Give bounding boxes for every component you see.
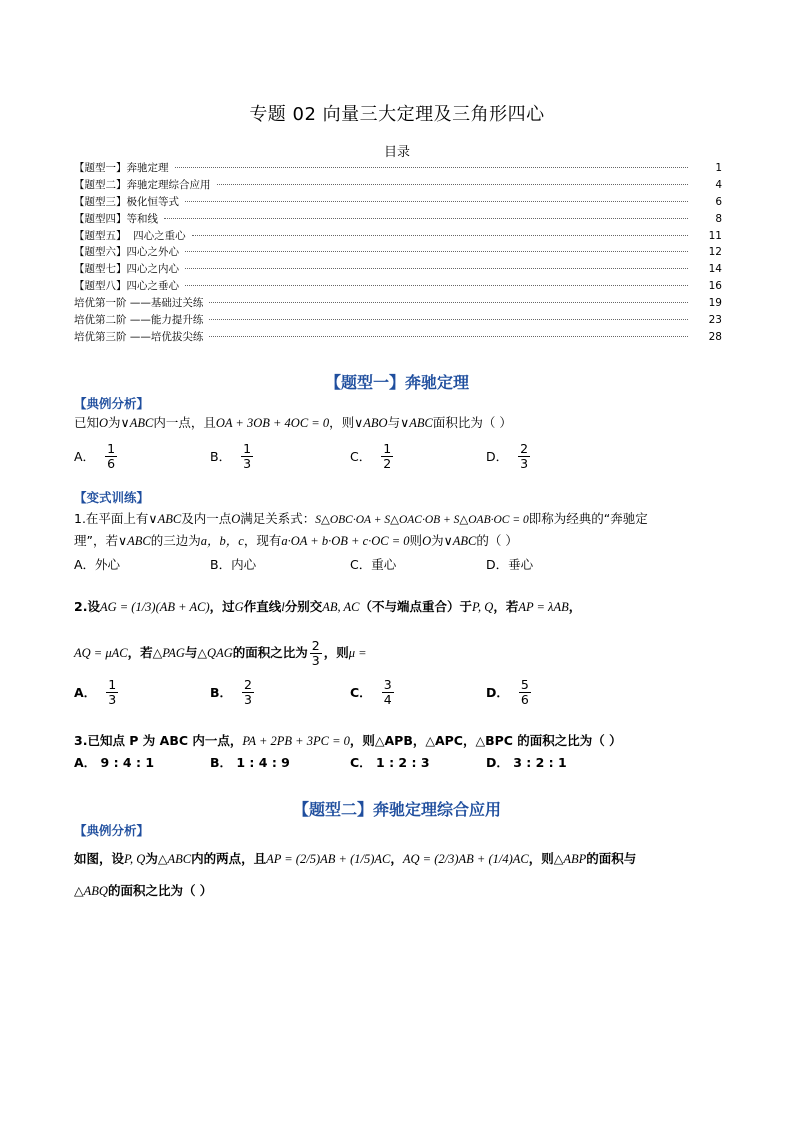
page-title: 专题 02 向量三大定理及三角形四心 <box>249 104 545 125</box>
toc-leader <box>164 218 688 219</box>
choice-d[interactable]: D． $\frac{5}{6}$ <box>486 676 529 707</box>
toc-leader <box>209 302 688 303</box>
toc-label: 培优第一阶 ——基础过关练 <box>74 297 204 310</box>
vector-expression: AQ = (2/3)AB + (1/4)AC <box>402 852 529 866</box>
toc-page-number: 6 <box>715 195 722 208</box>
toc-entry[interactable] <box>74 244 722 261</box>
question-1-line-2: 理”，若∨ABC的三边为a，b，c，现有a·OA + b·OB + c·OC = 0则O为∨ABC的（ ） <box>74 533 518 548</box>
choice-c[interactable]: C． $\frac{1}{2}$ <box>350 440 392 471</box>
toc-label: 【题型六】四心之外心 <box>74 246 179 259</box>
example-tag: 【典例分析】 <box>74 396 150 411</box>
choice-b[interactable]: B． $\frac{2}{3}$ <box>210 676 252 707</box>
vector-expression: AP = (2/5)AB + (1/5)AC <box>266 852 391 866</box>
toc-page-number: 1 <box>715 162 722 174</box>
vector-expression: PA + 2PB + 3PC = 0 <box>242 734 350 748</box>
vector-expression: S△OBC·OA + S△OAC·OB + S△OAB·OC = 0 <box>315 514 529 526</box>
toc-leader <box>185 285 688 286</box>
choice-c[interactable]: C． $\frac{3}{4}$ <box>350 676 392 707</box>
toc-page-number: 4 <box>715 178 722 191</box>
choice-c[interactable]: C． 1 : 2 : 3 <box>350 755 430 770</box>
toc-leader <box>185 201 688 202</box>
choice-a[interactable]: A． $\frac{1}{3}$ <box>74 676 117 707</box>
toc-label: 【题型四】等和线 <box>74 212 158 225</box>
toc-label: 【题型七】四心之内心 <box>74 263 179 276</box>
toc-page-number: 19 <box>708 297 722 310</box>
choice-d[interactable]: D．垂心 <box>486 557 534 572</box>
vector-expression: OA + 3OB + 4OC = 0 <box>215 416 330 430</box>
toc-page-number: 11 <box>708 229 722 242</box>
toc-page-number: 8 <box>715 212 722 225</box>
toc-entry[interactable] <box>74 312 722 329</box>
toc-leader <box>217 184 689 185</box>
question-stem: 已知O为∨ABC内一点，且OA + 3OB + 4OC = 0，则∨ABO与∨ABC面积比为（ ） <box>74 415 512 430</box>
toc-leader <box>209 336 688 337</box>
toc-heading: 目录 <box>383 145 410 160</box>
vector-expression: AQ = μAC <box>74 646 128 660</box>
choice-a[interactable]: A．外心 <box>74 557 121 572</box>
question-stem: 如图，设 P, Q 为△ ABC 内的两点，且 AP = (2/5)AB + (1/5)AC ， AQ = (2/3)AB + (1/4)AC ，则△ ABP 的面积与 <box>74 851 637 866</box>
toc-entry[interactable] <box>74 295 722 312</box>
choice-c[interactable]: C．重心 <box>350 557 397 572</box>
choice-d[interactable]: D． $\frac{2}{3}$ <box>486 440 529 471</box>
toc-entry[interactable] <box>74 228 722 245</box>
vector-expression: AP = λAB <box>518 600 569 614</box>
practice-tag: 【变式训练】 <box>74 490 150 505</box>
toc-leader <box>185 268 688 269</box>
choice-a[interactable]: A． $\frac{1}{6}$ <box>74 440 116 471</box>
toc-entry[interactable] <box>74 177 722 194</box>
question-1-line-1: 1.在平面上有∨ABC及内一点O满足关系式：S△OBC·OA + S△OAC·OB + S△OAB·OC = 0即称为经典的“奔驰定 <box>74 511 648 526</box>
answer-choices <box>74 436 714 476</box>
toc-label: 【题型二】奔驰定理综合应用 <box>74 178 211 191</box>
toc-leader <box>192 235 688 236</box>
vector-expression: a·OA + b·OB + c·OC = 0 <box>281 534 410 548</box>
toc-leader <box>185 251 688 252</box>
toc-leader <box>209 319 688 320</box>
question-2-line-1: 2.设AG = (1/3)(AB + AC)，过G作直线l分别交AB, AC（不与端点重合）于P, Q，若AP = λAB， <box>74 599 582 614</box>
toc-label: 【题型八】四心之垂心 <box>74 280 179 293</box>
question-3-stem: 3.已知点 P 为 ABC 内一点，PA + 2PB + 3PC = 0，则△APB，△APC，△BPC 的面积之比为（ ） <box>74 733 622 748</box>
section-title: 【题型一】奔驰定理 <box>324 373 469 392</box>
answer-choices <box>74 555 714 573</box>
toc-entry[interactable] <box>74 261 722 278</box>
toc-label: 【题型一】奔驰定理 <box>74 162 169 174</box>
toc-page-number: 28 <box>708 330 722 343</box>
choice-b[interactable]: B． $\frac{1}{3}$ <box>210 440 252 471</box>
toc-entry[interactable] <box>74 211 722 228</box>
toc-page-number: 14 <box>708 263 722 276</box>
question-stem-line-2: △ABQ的面积之比为（ ） <box>74 883 213 898</box>
choice-a[interactable]: A． 9 : 4 : 1 <box>74 755 155 770</box>
table-of-contents <box>74 160 722 346</box>
example-tag: 【典例分析】 <box>74 823 150 838</box>
toc-label: 【题型五】 四心之重心 <box>74 229 186 242</box>
vector-expression: AG = (1/3)(AB + AC) <box>99 600 210 614</box>
toc-label: 培优第三阶 ——培优拔尖练 <box>74 330 204 343</box>
toc-entry[interactable] <box>74 329 722 346</box>
section-title: 【题型二】奔驰定理综合应用 <box>292 800 501 819</box>
toc-page-number: 16 <box>708 280 722 293</box>
toc-label: 【题型三】极化恒等式 <box>74 195 179 208</box>
answer-choices <box>74 672 714 712</box>
toc-leader <box>175 167 689 168</box>
choice-b[interactable]: B． 1 : 4 : 9 <box>210 755 290 770</box>
toc-entry[interactable] <box>74 194 722 211</box>
choice-d[interactable]: D． 3 : 2 : 1 <box>486 755 567 770</box>
toc-page-number: 12 <box>708 246 722 259</box>
toc-entry[interactable] <box>74 160 722 177</box>
toc-label: 培优第二阶 ——能力提升练 <box>74 314 204 327</box>
toc-page-number: 23 <box>708 314 722 327</box>
question-2-line-2: AQ = μAC ，若△ PAG 与△ QAG 的面积之比为 $\frac{2}{3}$ ，则 μ = <box>74 637 367 668</box>
toc-entry[interactable] <box>74 278 722 295</box>
choice-b[interactable]: B．内心 <box>210 557 257 572</box>
answer-choices <box>74 753 714 771</box>
